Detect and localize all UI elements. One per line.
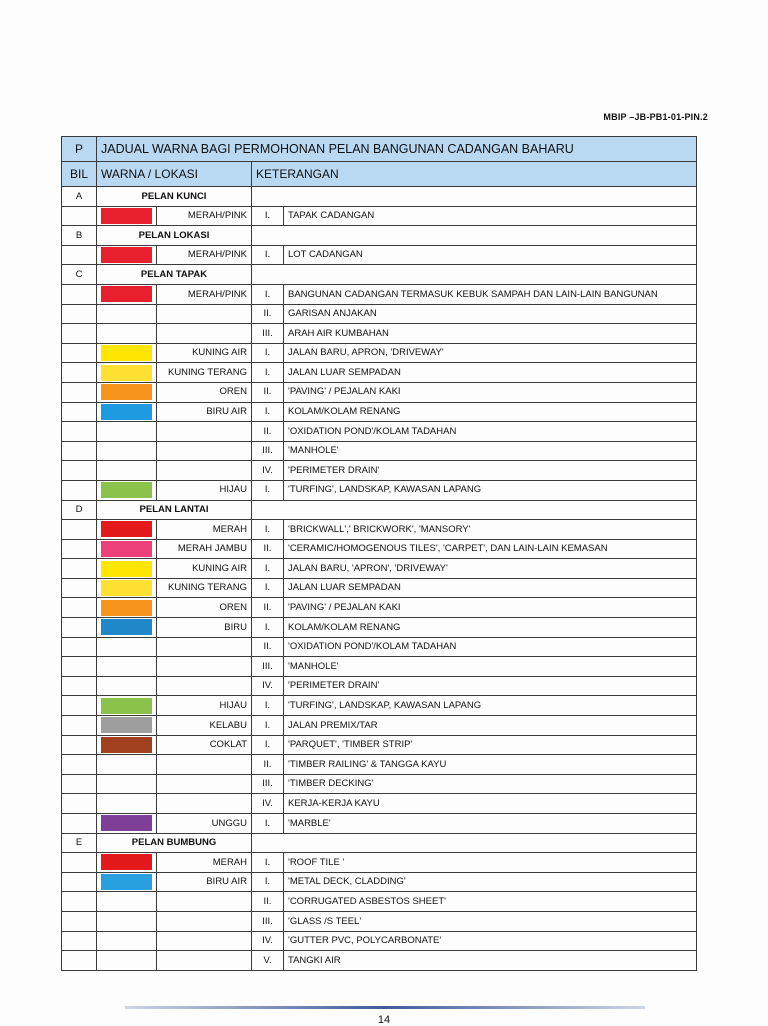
- item-number: II.: [252, 755, 284, 775]
- color-label: [157, 755, 252, 775]
- table-row: [62, 892, 697, 912]
- section-blank: [252, 500, 697, 520]
- bil-cell: [62, 931, 97, 951]
- color-swatch: [101, 874, 152, 890]
- item-description: 'MANHOLE': [284, 657, 697, 677]
- table-row: [62, 480, 697, 500]
- table-row: [62, 814, 697, 834]
- swatch-cell: [97, 402, 157, 422]
- item-description: KOLAM/KOLAM RENANG: [284, 618, 697, 638]
- color-label: COKLAT: [157, 735, 252, 755]
- color-label: [157, 637, 252, 657]
- item-number: I.: [252, 402, 284, 422]
- item-description: JALAN BARU, 'APRON', 'DRIVEWAY': [284, 559, 697, 579]
- table-row: [62, 422, 697, 442]
- swatch-cell: [97, 774, 157, 794]
- color-label: BIRU: [157, 618, 252, 638]
- color-label: OREN: [157, 598, 252, 618]
- color-label: KUNING AIR: [157, 343, 252, 363]
- bil-cell: [62, 872, 97, 892]
- swatch-cell: [97, 794, 157, 814]
- swatch-cell: [97, 559, 157, 579]
- bil-cell: [62, 755, 97, 775]
- table-row: [62, 637, 697, 657]
- color-swatch: [101, 580, 152, 596]
- color-label: [157, 892, 252, 912]
- bil-cell: [62, 794, 97, 814]
- section-title: PELAN KUNCI: [97, 187, 252, 207]
- swatch-cell: [97, 578, 157, 598]
- item-description: JALAN LUAR SEMPADAN: [284, 363, 697, 383]
- color-label: UNGGU: [157, 814, 252, 834]
- color-label: [157, 657, 252, 677]
- item-number: III.: [252, 911, 284, 931]
- item-number: I.: [252, 206, 284, 226]
- item-description: BANGUNAN CADANGAN TERMASUK KEBUK SAMPAH DAN LAIN-LAIN BANGUNAN: [284, 284, 697, 304]
- page-number: 14: [377, 1014, 391, 1026]
- item-description: TAPAK CADANGAN: [284, 206, 697, 226]
- document-code: MBIP –JB-PB1-01-PIN.2: [603, 112, 708, 122]
- bil-cell: [62, 814, 97, 834]
- bil-cell: [62, 402, 97, 422]
- swatch-cell: [97, 911, 157, 931]
- bil-cell: [62, 696, 97, 716]
- swatch-cell: [97, 716, 157, 736]
- table-row: [62, 461, 697, 481]
- header-bil: BIL: [62, 162, 97, 187]
- color-swatch: [101, 541, 152, 557]
- swatch-cell: [97, 872, 157, 892]
- item-number: IV.: [252, 931, 284, 951]
- item-description: 'PERIMETER DRAIN': [284, 461, 697, 481]
- table-row: [62, 735, 697, 755]
- table-row: [62, 755, 697, 775]
- color-swatch: [101, 365, 152, 381]
- color-swatch: [101, 561, 152, 577]
- item-number: III.: [252, 657, 284, 677]
- item-description: 'TURFING', LANDSKAP, KAWASAN LAPANG: [284, 696, 697, 716]
- table-title-row: [62, 137, 697, 162]
- item-number: II.: [252, 598, 284, 618]
- color-label: KUNING TERANG: [157, 363, 252, 383]
- swatch-cell: [97, 539, 157, 559]
- item-number: III.: [252, 441, 284, 461]
- color-label: BIRU AIR: [157, 872, 252, 892]
- item-number: V.: [252, 951, 284, 971]
- section-bil: D: [62, 500, 97, 520]
- color-label: OREN: [157, 382, 252, 402]
- item-number: I.: [252, 696, 284, 716]
- section-row: [62, 265, 697, 285]
- table-row: [62, 657, 697, 677]
- item-description: JALAN LUAR SEMPADAN: [284, 578, 697, 598]
- color-label: [157, 774, 252, 794]
- swatch-cell: [97, 245, 157, 265]
- item-description: 'PARQUET', 'TIMBER STRIP': [284, 735, 697, 755]
- bil-cell: [62, 774, 97, 794]
- item-number: II.: [252, 637, 284, 657]
- bil-cell: [62, 304, 97, 324]
- table-row: [62, 245, 697, 265]
- bil-cell: [62, 520, 97, 540]
- color-swatch: [101, 854, 152, 870]
- section-blank: [252, 187, 697, 207]
- item-number: I.: [252, 559, 284, 579]
- color-label: KUNING AIR: [157, 559, 252, 579]
- bil-cell: [62, 676, 97, 696]
- item-description: 'TIMBER RAILING' & TANGGA KAYU: [284, 755, 697, 775]
- color-label: [157, 422, 252, 442]
- item-number: II.: [252, 539, 284, 559]
- table-row: [62, 382, 697, 402]
- section-row: [62, 500, 697, 520]
- item-description: 'OXIDATION POND'/KOLAM TADAHAN: [284, 637, 697, 657]
- section-title: PELAN LOKASI: [97, 226, 252, 246]
- color-label: MERAH/PINK: [157, 206, 252, 226]
- bil-cell: [62, 441, 97, 461]
- item-description: 'ROOF TILE ': [284, 853, 697, 873]
- color-label: KELABU: [157, 716, 252, 736]
- color-swatch: [101, 600, 152, 616]
- color-label: [157, 794, 252, 814]
- color-swatch: [101, 815, 152, 831]
- swatch-cell: [97, 363, 157, 383]
- item-number: I.: [252, 480, 284, 500]
- swatch-cell: [97, 657, 157, 677]
- color-label: [157, 304, 252, 324]
- item-number: IV.: [252, 794, 284, 814]
- color-swatch: [101, 345, 152, 361]
- section-title: PELAN BUMBUNG: [97, 833, 252, 853]
- swatch-cell: [97, 598, 157, 618]
- item-number: I.: [252, 853, 284, 873]
- swatch-cell: [97, 343, 157, 363]
- section-title: PELAN LANTAI: [97, 500, 252, 520]
- section-blank: [252, 265, 697, 285]
- bil-cell: [62, 892, 97, 912]
- color-swatch: [101, 482, 152, 498]
- table-row: [62, 559, 697, 579]
- swatch-cell: [97, 206, 157, 226]
- table-row: [62, 206, 697, 226]
- item-number: I.: [252, 872, 284, 892]
- item-description: KERJA-KERJA KAYU: [284, 794, 697, 814]
- section-bil: B: [62, 226, 97, 246]
- table-row: [62, 363, 697, 383]
- item-number: IV.: [252, 461, 284, 481]
- color-label: [157, 461, 252, 481]
- swatch-cell: [97, 931, 157, 951]
- table-row: [62, 931, 697, 951]
- swatch-cell: [97, 735, 157, 755]
- bil-cell: [62, 539, 97, 559]
- bil-cell: [62, 598, 97, 618]
- bil-cell: [62, 853, 97, 873]
- section-row: [62, 187, 697, 207]
- swatch-cell: [97, 814, 157, 834]
- item-description: 'TURFING', LANDSKAP, KAWASAN LAPANG: [284, 480, 697, 500]
- swatch-cell: [97, 951, 157, 971]
- item-number: II.: [252, 422, 284, 442]
- bil-cell: [62, 911, 97, 931]
- item-number: I.: [252, 618, 284, 638]
- item-number: I.: [252, 245, 284, 265]
- item-description: TANGKI AIR: [284, 951, 697, 971]
- table-row: [62, 598, 697, 618]
- bil-cell: [62, 245, 97, 265]
- bil-cell: [62, 206, 97, 226]
- table-row: [62, 676, 697, 696]
- bil-cell: [62, 559, 97, 579]
- header-keterangan: KETERANGAN: [252, 162, 697, 187]
- bil-cell: [62, 618, 97, 638]
- swatch-cell: [97, 520, 157, 540]
- bil-cell: [62, 637, 97, 657]
- color-label: MERAH: [157, 520, 252, 540]
- section-blank: [252, 833, 697, 853]
- color-label: MERAH: [157, 853, 252, 873]
- swatch-cell: [97, 676, 157, 696]
- item-description: 'CORRUGATED ASBESTOS SHEET': [284, 892, 697, 912]
- item-description: 'GUTTER PVC, POLYCARBONATE': [284, 931, 697, 951]
- color-label: HIJAU: [157, 480, 252, 500]
- swatch-cell: [97, 284, 157, 304]
- table-row: [62, 402, 697, 422]
- item-number: II.: [252, 382, 284, 402]
- item-description: 'PAVING' / PEJALAN KAKI: [284, 598, 697, 618]
- item-description: 'PERIMETER DRAIN': [284, 676, 697, 696]
- item-number: I.: [252, 363, 284, 383]
- color-table: [61, 136, 697, 971]
- color-label: [157, 951, 252, 971]
- color-label: MERAH/PINK: [157, 284, 252, 304]
- item-number: I.: [252, 520, 284, 540]
- header-col1: P: [62, 137, 97, 162]
- table-row: [62, 853, 697, 873]
- bil-cell: [62, 480, 97, 500]
- section-bil: A: [62, 187, 97, 207]
- table-row: [62, 324, 697, 344]
- section-row: [62, 833, 697, 853]
- column-header-row: [62, 162, 697, 187]
- item-number: I.: [252, 735, 284, 755]
- item-description: 'GLASS /S TEEL': [284, 911, 697, 931]
- bil-cell: [62, 461, 97, 481]
- bil-cell: [62, 657, 97, 677]
- color-label: [157, 441, 252, 461]
- color-swatch: [101, 384, 152, 400]
- section-bil: E: [62, 833, 97, 853]
- swatch-cell: [97, 618, 157, 638]
- bil-cell: [62, 578, 97, 598]
- table-row: [62, 951, 697, 971]
- swatch-cell: [97, 892, 157, 912]
- item-number: I.: [252, 814, 284, 834]
- table-row: [62, 618, 697, 638]
- item-number: IV.: [252, 676, 284, 696]
- item-description: 'PAVING' / PEJALAN KAKI: [284, 382, 697, 402]
- swatch-cell: [97, 637, 157, 657]
- table-row: [62, 284, 697, 304]
- section-title: PELAN TAPAK: [97, 265, 252, 285]
- swatch-cell: [97, 755, 157, 775]
- color-label: MERAH JAMBU: [157, 539, 252, 559]
- table-row: [62, 911, 697, 931]
- table-row: [62, 794, 697, 814]
- color-swatch: [101, 521, 152, 537]
- color-swatch: [101, 247, 152, 263]
- table-row: [62, 441, 697, 461]
- color-label: [157, 911, 252, 931]
- color-swatch: [101, 286, 152, 302]
- bil-cell: [62, 735, 97, 755]
- item-number: II.: [252, 304, 284, 324]
- color-label: [157, 676, 252, 696]
- item-number: III.: [252, 324, 284, 344]
- section-row: [62, 226, 697, 246]
- swatch-cell: [97, 382, 157, 402]
- swatch-cell: [97, 324, 157, 344]
- footer-rule: [125, 1006, 645, 1009]
- table-row: [62, 539, 697, 559]
- color-swatch: [101, 717, 152, 733]
- section-blank: [252, 226, 697, 246]
- table-row: [62, 578, 697, 598]
- item-description: 'MARBLE': [284, 814, 697, 834]
- color-label: [157, 324, 252, 344]
- table-row: [62, 343, 697, 363]
- table-row: [62, 872, 697, 892]
- item-description: 'BRICKWALL',' BRICKWORK', 'MANSORY': [284, 520, 697, 540]
- table-row: [62, 304, 697, 324]
- bil-cell: [62, 716, 97, 736]
- table-title: JADUAL WARNA BAGI PERMOHONAN PELAN BANGUNAN CADANGAN BAHARU: [97, 137, 697, 162]
- bil-cell: [62, 324, 97, 344]
- table-row: [62, 716, 697, 736]
- item-description: LOT CADANGAN: [284, 245, 697, 265]
- color-swatch: [101, 208, 152, 224]
- bil-cell: [62, 382, 97, 402]
- color-swatch: [101, 698, 152, 714]
- swatch-cell: [97, 304, 157, 324]
- swatch-cell: [97, 422, 157, 442]
- table-row: [62, 774, 697, 794]
- item-description: KOLAM/KOLAM RENANG: [284, 402, 697, 422]
- swatch-cell: [97, 480, 157, 500]
- section-bil: C: [62, 265, 97, 285]
- bil-cell: [62, 422, 97, 442]
- table-row: [62, 520, 697, 540]
- item-number: III.: [252, 774, 284, 794]
- item-description: 'TIMBER DECKING': [284, 774, 697, 794]
- item-description: JALAN BARU, APRON, 'DRIVEWAY': [284, 343, 697, 363]
- item-number: I.: [252, 343, 284, 363]
- color-swatch: [101, 737, 152, 753]
- color-label: KUNING TERANG: [157, 578, 252, 598]
- item-number: II.: [252, 892, 284, 912]
- bil-cell: [62, 363, 97, 383]
- item-description: ARAH AIR KUMBAHAN: [284, 324, 697, 344]
- swatch-cell: [97, 461, 157, 481]
- color-swatch: [101, 619, 152, 635]
- item-description: JALAN PREMIX/TAR: [284, 716, 697, 736]
- color-label: HIJAU: [157, 696, 252, 716]
- bil-cell: [62, 343, 97, 363]
- item-number: I.: [252, 578, 284, 598]
- color-label: MERAH/PINK: [157, 245, 252, 265]
- item-description: 'MANHOLE': [284, 441, 697, 461]
- bil-cell: [62, 951, 97, 971]
- item-description: 'OXIDATION POND'/KOLAM TADAHAN: [284, 422, 697, 442]
- color-label: BIRU AIR: [157, 402, 252, 422]
- item-description: 'METAL DECK, CLADDING': [284, 872, 697, 892]
- color-label: [157, 931, 252, 951]
- swatch-cell: [97, 441, 157, 461]
- bil-cell: [62, 284, 97, 304]
- item-description: GARISAN ANJAKAN: [284, 304, 697, 324]
- swatch-cell: [97, 853, 157, 873]
- color-swatch: [101, 404, 152, 420]
- table-row: [62, 696, 697, 716]
- header-warna: WARNA / LOKASI: [97, 162, 252, 187]
- item-number: I.: [252, 716, 284, 736]
- item-description: 'CERAMIC/HOMOGENOUS TILES', 'CARPET', DAN LAIN-LAIN KEMASAN: [284, 539, 697, 559]
- swatch-cell: [97, 696, 157, 716]
- item-number: I.: [252, 284, 284, 304]
